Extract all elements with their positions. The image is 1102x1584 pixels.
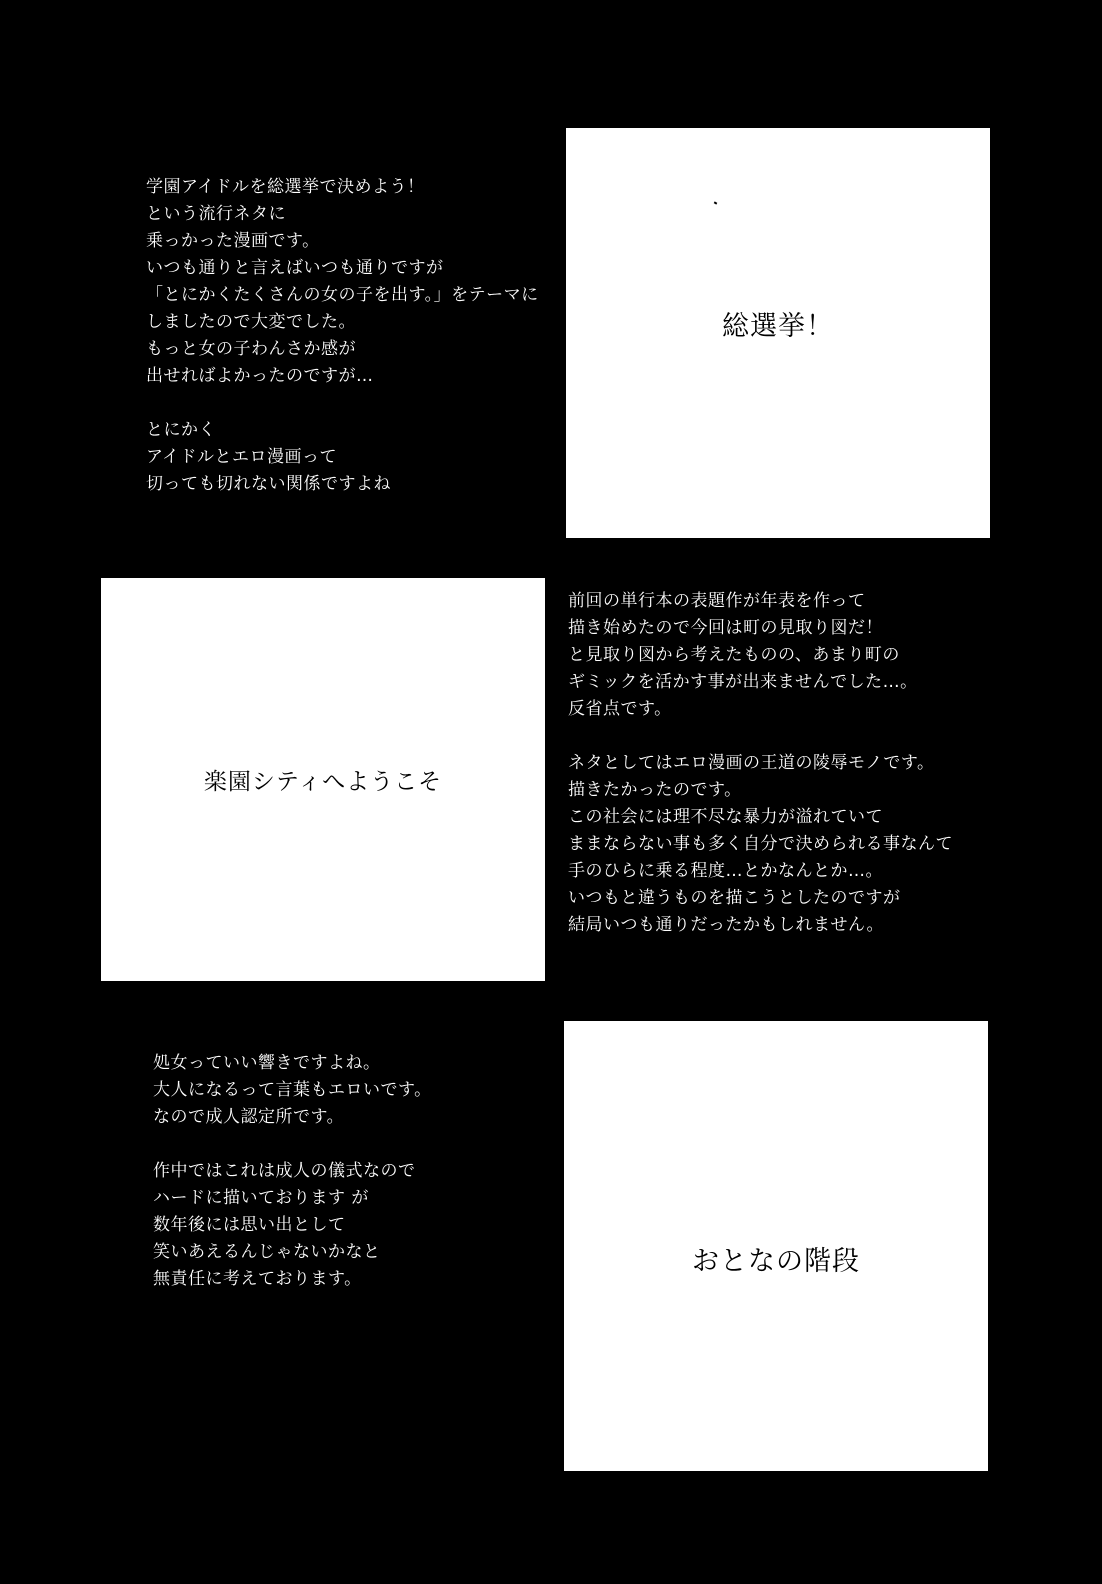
commentary-line: [146, 390, 539, 417]
title-panel-rakuen-city: [101, 578, 545, 981]
commentary-line: 数年後には思い出として: [153, 1215, 346, 1235]
commentary-line: 無責任に考えております。: [153, 1269, 362, 1289]
commentary-line: なので成人認定所です。: [153, 1107, 345, 1127]
commentary-line: 描き始めたので今回は町の見取り図だ！: [568, 618, 883, 638]
title-panel-otona-no-kaidan: [564, 1021, 988, 1471]
commentary-line: とにかく: [146, 420, 216, 440]
commentary-line: いつもと違うものを描こうとしたのですが: [568, 888, 901, 908]
commentary-line: ハードに描いております が: [153, 1188, 369, 1208]
commentary-line: しましたので大変でした。: [146, 312, 356, 332]
ink-speck-icon: [714, 201, 718, 204]
commentary-line: 前回の単行本の表題作が年表を作って: [568, 591, 866, 611]
commentary-rakuen-city: [568, 588, 953, 939]
commentary-line: 出せればよかったのですが…: [146, 366, 374, 386]
commentary-line: 結局いつも通りだったかもしれません。: [568, 915, 885, 935]
commentary-line: 「とにかくたくさんの女の子を出す。」をテーマに: [146, 285, 539, 305]
commentary-line: この社会には理不尽な暴力が溢れていて: [568, 807, 883, 827]
commentary-line: [568, 723, 953, 750]
panel-title: 総選挙！: [722, 310, 834, 342]
commentary-line: 乗っかった漫画です。: [146, 231, 320, 251]
title-panel-sousenkyo: [566, 128, 990, 538]
commentary-line: 切っても切れない関係ですよね: [146, 474, 391, 494]
commentary-line: [153, 1131, 432, 1158]
commentary-line: 描きたかったのです。: [568, 780, 742, 800]
commentary-otona-no-kaidan: [153, 1050, 432, 1293]
commentary-line: アイドルとエロ漫画って: [146, 447, 337, 467]
commentary-line: ままならない事も多く自分で決められる事なんて: [568, 834, 953, 854]
commentary-sousenkyo: [146, 174, 539, 498]
panel-title: 楽園シティへようこそ: [203, 769, 443, 795]
commentary-line: いつも通りと言えばいつも通りですが: [146, 258, 444, 278]
commentary-line: 学園アイドルを総選挙で決めよう！: [146, 177, 425, 197]
commentary-line: 手のひらに乗る程度…とかなんとか…。: [568, 861, 883, 881]
commentary-line: ギミックを活かす事が出来ませんでした…。: [568, 672, 918, 692]
commentary-line: ネタとしてはエロ漫画の王道の陵辱モノです。: [568, 753, 935, 773]
commentary-line: 処女っていい響きですよね。: [153, 1053, 381, 1073]
commentary-line: 笑いあえるんじゃないかなと: [153, 1242, 381, 1262]
commentary-line: 反省点です。: [568, 699, 672, 719]
commentary-line: という流行ネタに: [146, 204, 286, 224]
commentary-line: 作中ではこれは成人の儀式なので: [153, 1161, 416, 1181]
panel-title: おとなの階段: [692, 1245, 860, 1277]
commentary-line: と見取り図から考えたものの、あまり町の: [568, 645, 900, 665]
commentary-line: 大人になるって言葉もエロいです。: [153, 1080, 432, 1100]
commentary-line: もっと女の子わんさか感が: [146, 339, 356, 359]
